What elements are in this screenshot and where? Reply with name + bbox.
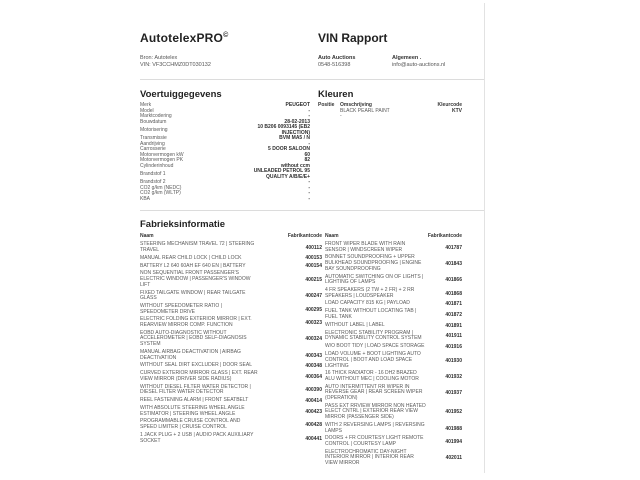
factory-column-left <box>140 233 322 445</box>
vin-line: VIN: VF3CCHMZ0DT030132 <box>140 61 211 68</box>
factory-item-name: ELECTROCHROMATIC DAY-NIGHT INTERIOR MIRROR | INTERIOR REAR VIEW MIRROR <box>325 448 414 467</box>
app-logo <box>140 31 228 45</box>
factory-item-name: ELECTRONIC STABILITY PROGRAM | DYNAMIC STABILITY CONTROL SYSTEM <box>325 329 422 342</box>
vehicle-row <box>140 197 310 203</box>
vehicle-row-value: - <box>308 107 310 114</box>
factory-item-name: FIXED TAILGATE WINDOW | REAR TAILGATE GLASS <box>140 289 246 302</box>
factory-item-name: BATTERY L2 640 60AH EF 640 EN | BATTERY <box>140 262 246 269</box>
vehicle-row-value: 28-02-2013 <box>284 118 310 125</box>
factory-item-code: 401866 <box>445 277 462 284</box>
factory-right-code-header: Fabrikantcode <box>427 233 462 239</box>
section-divider <box>140 210 484 211</box>
factory-item-code: 400390 <box>305 387 322 394</box>
factory-item-code: 400215 <box>305 276 322 283</box>
colors-table <box>318 103 462 120</box>
factory-row <box>325 254 462 273</box>
factory-row <box>140 370 322 383</box>
vehicle-row-value: 82 <box>304 157 310 163</box>
factory-row <box>140 418 322 431</box>
factory-item-name: WITHOUT DIESEL FILTER WATER DETECTOR | DIESEL FILTER WATER DETECTOR <box>140 383 251 396</box>
vehicle-row-value: 60 <box>304 151 310 158</box>
color-code: KTV <box>452 107 462 114</box>
color-position <box>318 114 340 120</box>
vehicle-row-value: PEUGEOT <box>285 102 310 108</box>
factory-item-name: CURVED EXTERIOR MIRROR GLASS | EXT. REAR VIEW MIRROR (DRIVER SIDE RADIUS) <box>140 370 258 382</box>
factory-row <box>140 303 322 316</box>
factory-item-name: 16 THICK RADIATOR - 16 DH2 BRAZED ALU WITHOUT MEC | COOLING MOTOR <box>325 370 419 382</box>
factory-item-code: 401916 <box>445 344 462 351</box>
factory-item-code: 400423 <box>305 408 322 415</box>
brand-text: AutotelexPRO <box>140 31 224 45</box>
vehicle-row-label: Merk <box>140 102 152 108</box>
factory-left-header <box>140 233 322 239</box>
general-label: Algemeen . <box>392 55 422 61</box>
factory-row <box>140 432 322 445</box>
factory-item-name: 1 JACK PLUG + 2 USB | AUDIO PACK AUXILIARY SOCKET <box>140 431 254 444</box>
vehicle-section-heading: Voertuiggegevens <box>140 89 222 100</box>
factory-item-name: BONNET SOUNDPROOFING + UPPER BULKHEAD SOUNDPROOFING | ENGINE BAY SOUNDPROOFING <box>325 254 422 272</box>
color-code <box>428 114 462 120</box>
factory-row <box>325 370 462 383</box>
factory-item-code: 401930 <box>445 357 462 364</box>
factory-item-name: WITHOUT SEAL DIRT EXCLUDER | DOOR SEAL <box>140 362 252 369</box>
colors-row <box>318 114 462 120</box>
factory-item-code: 401868 <box>445 290 462 297</box>
factory-item-name: WITHOUT LABEL | LABEL <box>325 321 385 328</box>
factory-row <box>325 403 462 422</box>
vehicle-row-label: Transmissie <box>140 135 167 141</box>
factory-row <box>140 384 322 397</box>
contact-block <box>318 55 355 69</box>
factory-item-code: 401988 <box>445 425 462 432</box>
vehicle-row-value: - <box>308 184 310 191</box>
factory-right-rows <box>325 241 462 468</box>
factory-item-code: 401872 <box>445 312 462 319</box>
factory-row <box>325 241 462 254</box>
page-right-border <box>484 3 485 473</box>
page-title: VIN Rapport <box>318 31 388 45</box>
colors-header-code: Kleurcode <box>437 102 462 108</box>
vehicle-row-label: Bouwdatum <box>140 118 167 125</box>
contact-phone: 0548-516398 <box>318 61 351 68</box>
factory-row <box>140 262 322 270</box>
factory-item-name: PASS EXT RRVIEW MIRROR NON HEATED ELECT CNTRL | EXTERIOR REAR VIEW MIRROR (PASSENGER SIDE) <box>325 402 426 421</box>
vehicle-row-value: - <box>308 113 310 119</box>
factory-row <box>325 449 462 468</box>
factory-item-code: 400323 <box>305 320 322 327</box>
vehicle-row-value: BVM MA5 / N <box>279 135 310 141</box>
vehicle-row-value: UNLEADED PETROL 95 QUALITY A/B/E/E+ <box>253 168 310 180</box>
factory-row <box>140 349 322 362</box>
factory-item-code: 400348 <box>305 363 322 370</box>
factory-item-code: 401932 <box>445 373 462 380</box>
factory-row <box>140 254 322 262</box>
factory-row <box>325 287 462 300</box>
factory-item-code: 400153 <box>305 255 322 262</box>
factory-item-name: PROGRAMMABLE CRUISE CONTROL AND SPEED LIMITER | CRUISE CONTROL <box>140 418 241 431</box>
factory-right-name-header: Naam <box>325 233 339 239</box>
factory-item-name: FUEL TANK WITHOUT LOCATING TAB | FUEL TANK <box>325 308 417 321</box>
vehicle-row-value: 5 DOOR SALOON <box>268 146 310 152</box>
source-block <box>140 55 211 69</box>
factory-item-name: MANUAL REAR CHILD LOCK | CHILD LOCK <box>140 254 242 261</box>
factory-left-rows <box>140 241 322 445</box>
vehicle-row-label: Brandstof 1 <box>140 170 166 177</box>
factory-item-code: 401952 <box>445 409 462 416</box>
factory-item-code: 402011 <box>445 455 462 462</box>
vehicle-row-value: 10 B206 0093145 (EB2 INJECTION) <box>257 124 310 136</box>
factory-item-name: STEERING MECHANISM TRAVEL 72 | STEERING TRAVEL <box>140 241 255 253</box>
factory-left-name-header: Naam <box>140 233 154 239</box>
factory-row <box>325 274 462 287</box>
factory-item-code: 400324 <box>305 336 322 343</box>
factory-item-code: 400154 <box>305 263 322 270</box>
colors-rows <box>318 109 462 120</box>
factory-item-code: 401911 <box>445 333 462 340</box>
factory-row <box>140 362 322 370</box>
factory-item-name: W/O BOOT TIDY | LOAD SPACE STORAGE <box>325 343 425 350</box>
factory-item-code: 400295 <box>305 306 322 313</box>
factory-item-code: 400428 <box>305 422 322 429</box>
vehicle-row-label: CO2 g/km (WLTP) <box>140 190 181 196</box>
factory-item-name: LOAD VOLUME + BOOT LIGHTING AUTO CONTROL | BOOT AND LOAD SPACE LIGHTING <box>325 351 421 369</box>
factory-item-name: REEL FASTENING ALARM | FRONT SEATBELT <box>140 397 249 404</box>
factory-item-code: 400441 <box>305 435 322 442</box>
factory-item-name: MANUAL AIRBAG DEACTIVATION | AIRBAG DEACTIVATION <box>140 348 241 361</box>
vehicle-row-label: CO2 g/km (NEDC) <box>140 184 182 191</box>
factory-item-code: 400343 <box>305 352 322 359</box>
factory-row <box>140 270 322 289</box>
colors-header-position: Positie <box>318 102 335 108</box>
factory-row <box>325 343 462 351</box>
general-block <box>392 55 445 69</box>
factory-item-name: DOORS + FR COURTESY LIGHT REMOTE CONTROL | COURTESY LAMP <box>325 435 424 447</box>
vehicle-row-value: - <box>308 179 310 185</box>
factory-item-code: 401843 <box>445 260 462 267</box>
factory-row <box>325 322 462 330</box>
factory-item-name: LOAD CAPACITY 815 KG | PAYLOAD <box>325 300 410 307</box>
factory-item-code: 401787 <box>445 244 462 251</box>
source-line: Bron: Autotelex <box>140 55 178 61</box>
vehicle-row-value: - <box>308 190 310 196</box>
vehicle-row-label: Cylinderinhoud <box>140 162 174 169</box>
factory-item-code: 400414 <box>305 398 322 405</box>
factory-item-name: ELECTRIC FOLDING EXTERIOR MIRROR | EXT. REARVIEW MIRROR COMP. FUNCTION <box>140 316 252 329</box>
header-divider <box>140 79 484 80</box>
factory-row <box>140 397 322 405</box>
factory-item-code: 401871 <box>445 301 462 308</box>
vehicle-row-label: Aandrijving <box>140 140 165 147</box>
vehicle-row-label: Motorisering <box>140 126 168 133</box>
vehicle-row-label: Model <box>140 107 154 114</box>
factory-column-right <box>325 233 462 468</box>
color-description: BLACK PEARL PAINT <box>340 107 390 114</box>
general-email: info@auto-auctions.nl <box>392 61 446 68</box>
factory-item-name: 4 FR SPEAKERS (2 TW + 2 FR) + 2 RR SPEAKERS | LOUDSPEAKER <box>325 286 415 299</box>
vehicle-row-label: KBA <box>140 195 151 202</box>
factory-item-name: WITH 2 REVERSING LAMPS | REVERSING LAMPS <box>325 421 425 434</box>
vehicle-row-label: Carrosserie <box>140 146 166 152</box>
color-description: - <box>340 113 342 120</box>
factory-row <box>325 300 462 308</box>
factory-right-header <box>325 233 462 239</box>
contact-company: Auto Auctions <box>318 55 356 61</box>
copyright-mark: © <box>223 32 229 39</box>
factory-item-code: 401937 <box>445 390 462 397</box>
factory-item-name: EOBD AUTO-DIAGNOSTIC WITHOUT ACCELEROMETER | EOBD SELF-DIAGNOSIS SYSTEM <box>140 329 247 348</box>
vehicle-row-label: Motorvermogen kW <box>140 151 184 158</box>
factory-item-code: 401994 <box>445 438 462 445</box>
factory-item-name: WITHOUT SPEEDOMETER RATIO | SPEEDOMETER DRIVE <box>140 302 222 315</box>
vehicle-row-value: without ccm <box>280 162 310 169</box>
vehicle-row-label: Marktcodering <box>140 113 172 119</box>
factory-item-name: FRONT WIPER BLADE WITH RAIN SENSOR | WINDSCREEN WIPER <box>325 241 406 253</box>
factory-row <box>140 290 322 303</box>
factory-row <box>140 330 322 349</box>
factory-row <box>325 422 462 435</box>
factory-row <box>140 405 322 418</box>
factory-item-code: 400364 <box>305 373 322 380</box>
vehicle-row-value: - <box>308 195 310 202</box>
factory-item-name: AUTO INTERMITTENT RR WIPER IN REVERSE GEAR | REAR SCREEN WIPER (OPERATION) <box>325 383 423 402</box>
factory-row <box>325 435 462 448</box>
factory-left-code-header: Fabrikantcode <box>287 233 322 239</box>
factory-item-code: 401891 <box>445 322 462 329</box>
factory-row <box>140 316 322 329</box>
colors-section-heading: Kleuren <box>318 89 354 100</box>
factory-item-name: AUTOMATIC SWITCHING ON OF LIGHTS | LIGHTING OF LAMPS <box>325 273 424 286</box>
factory-item-code: 400247 <box>305 293 322 300</box>
vehicle-table <box>140 103 310 202</box>
vehicle-row-value: - <box>308 140 310 147</box>
factory-row <box>325 330 462 343</box>
factory-item-name: WITH ABSOLUTE STEERING WHEEL ANGLE ESTIMATOR | STEERING WHEEL ANGLE <box>140 405 245 417</box>
factory-item-code: 400112 <box>305 244 322 251</box>
factory-item-name: NON SEQUENTIAL FRONT PASSENGER'S ELECTRIC WINDOW | PASSENGER'S WINDOW LIFT <box>140 270 251 288</box>
factory-section-heading: Fabrieksinformatie <box>140 219 225 230</box>
colors-header-description: Omschrijving <box>340 102 372 108</box>
factory-row <box>325 384 462 403</box>
factory-row <box>325 351 462 370</box>
factory-row <box>325 308 462 321</box>
vehicle-row-label: Brandstof 2 <box>140 179 166 185</box>
vehicle-row-label: Motorvermogen PK <box>140 157 184 163</box>
factory-row <box>140 241 322 254</box>
